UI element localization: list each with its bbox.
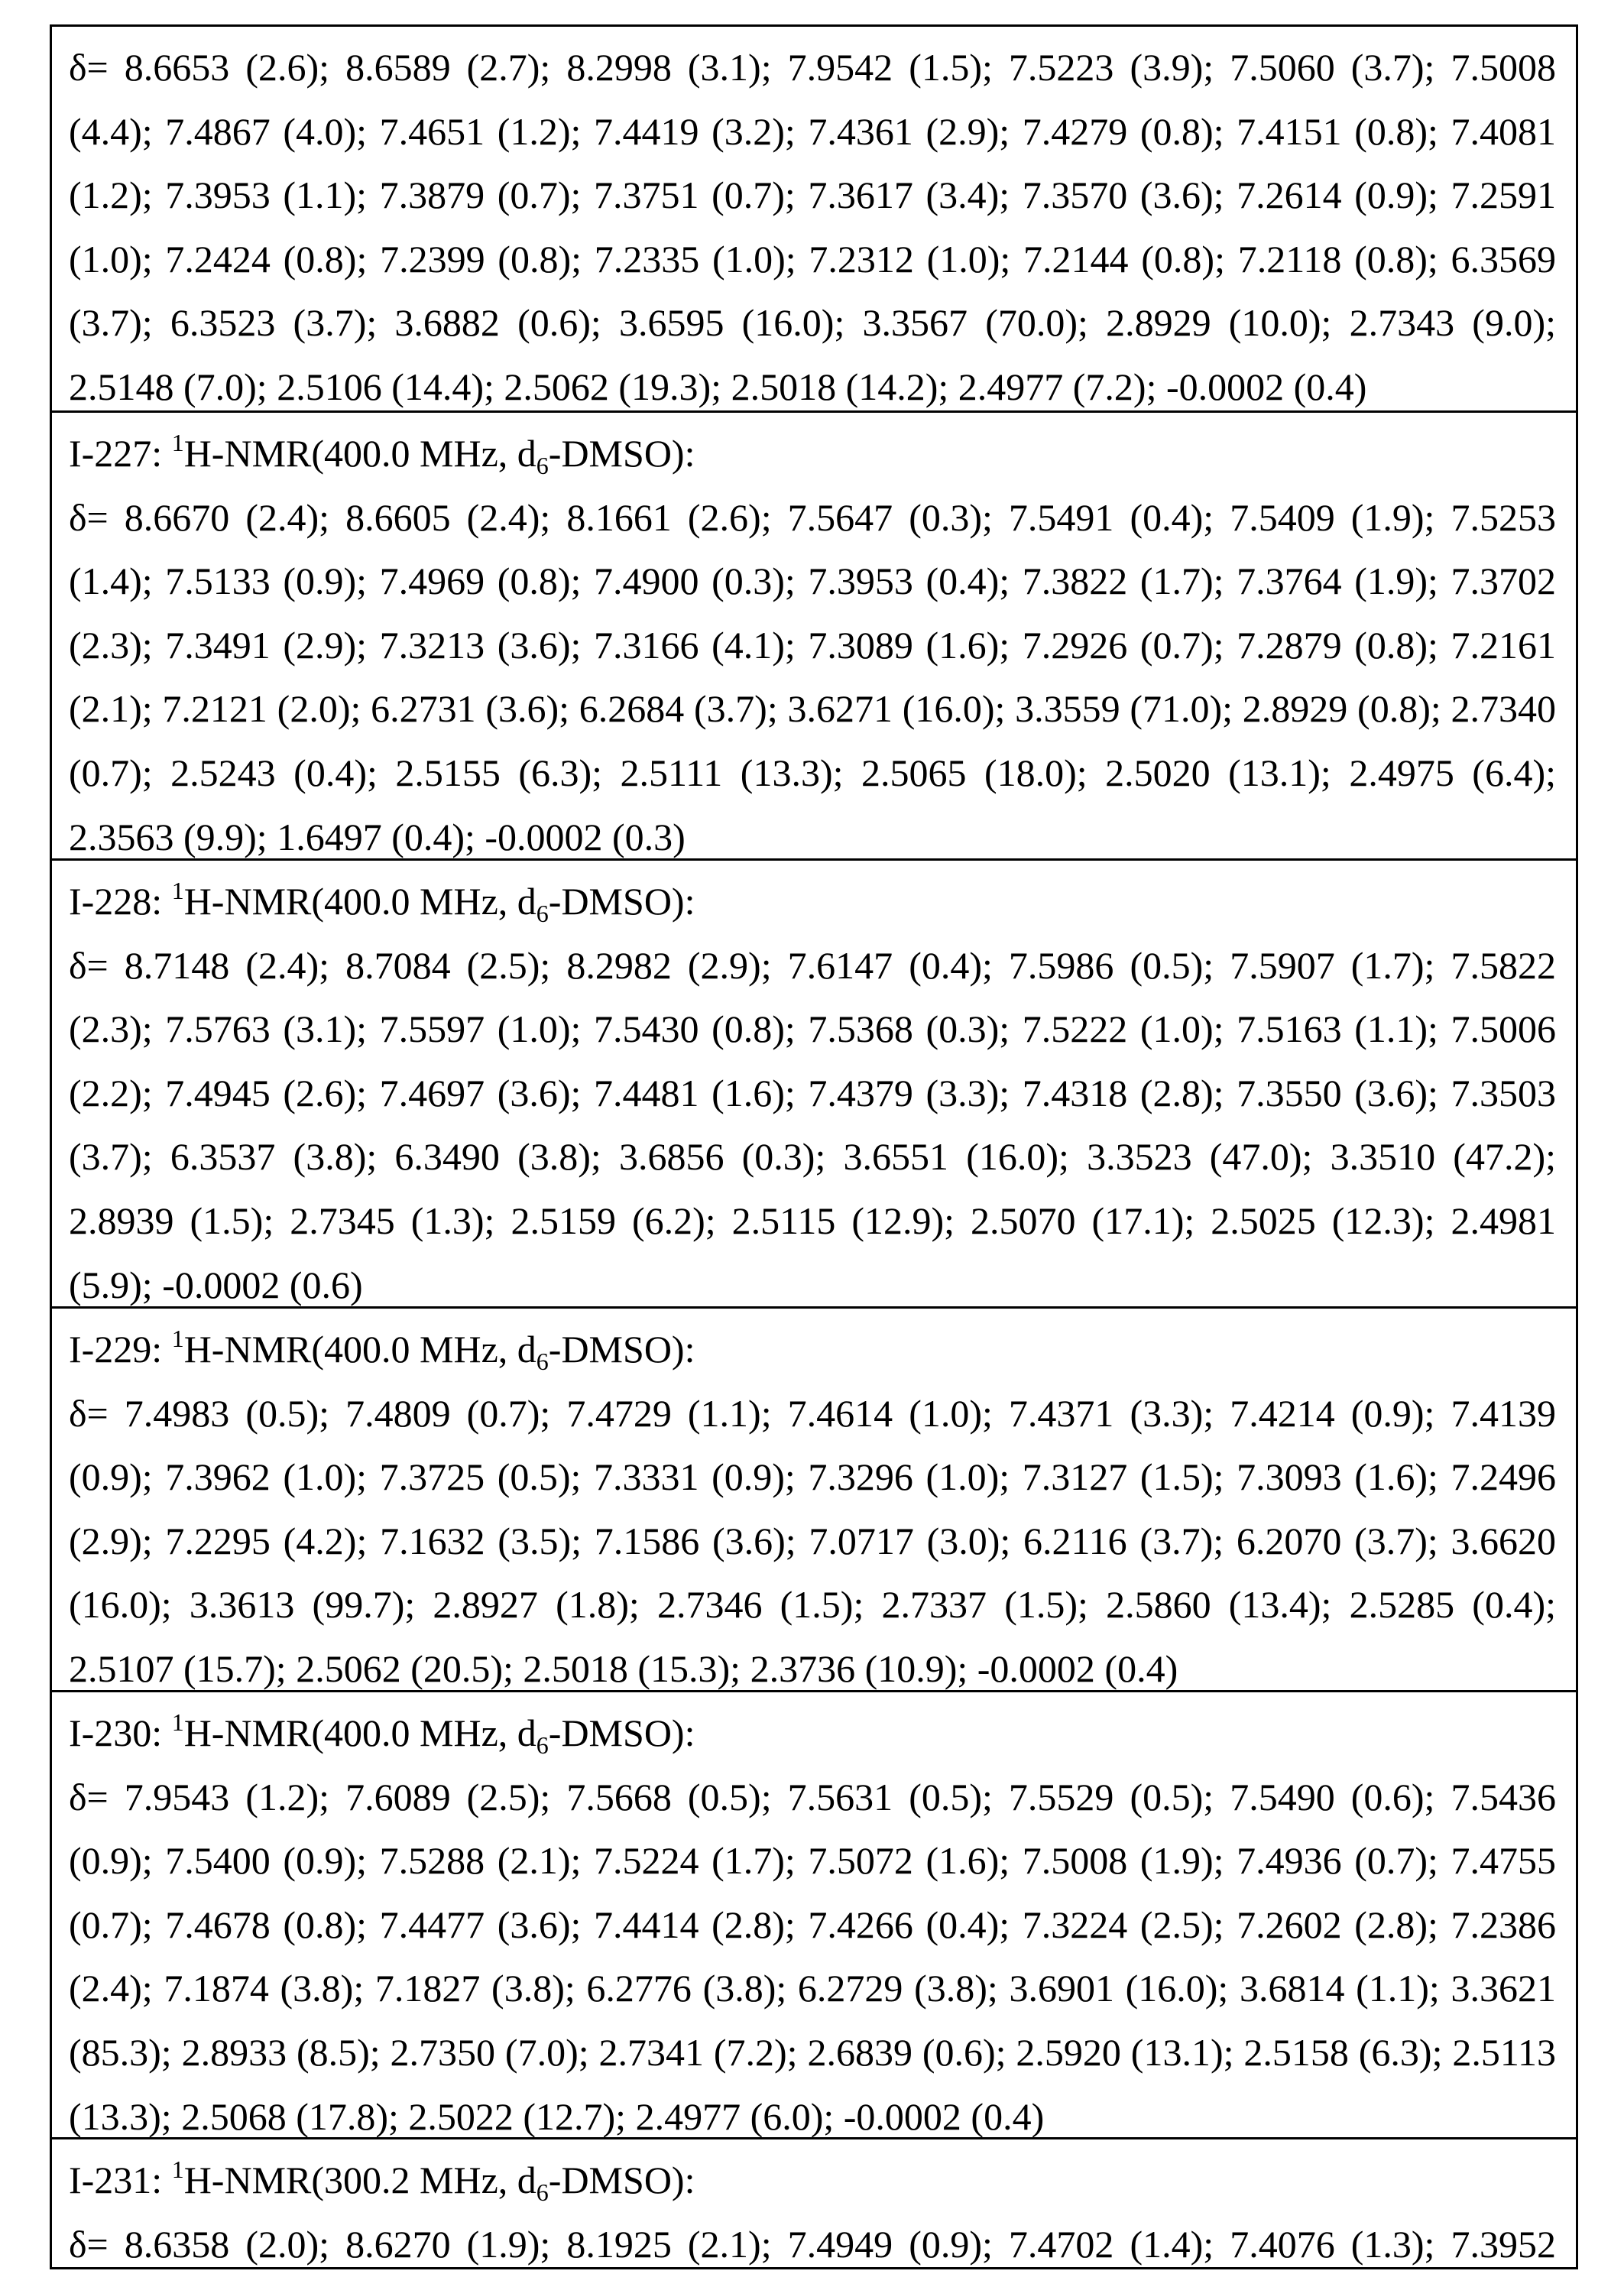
- nmr-entry-i-231: [52, 2137, 1576, 2267]
- solvent-subscript: 6: [536, 2178, 549, 2206]
- nmr-entry-i-228: [52, 858, 1576, 1306]
- solvent-label: -DMSO):: [548, 1711, 695, 1754]
- compound-id: I-231:: [69, 2159, 163, 2201]
- peak-list: δ= 8.6653 (2.6); 8.6589 (2.7); 8.2998 (3.1); 7.9542 (1.5); 7.5223 (3.9); 7.5060 (3.7); 7.5008 (4.4); 7.4867 (4.0); 7.4651 (1.2); 7.4419 (3.2); 7.4361 (2.9); 7.4279 (0.8); 7.4151 (0.8); 7.4081 (1.2); 7.3953 (1.1); 7.3879 (0.7); 7.3751 (0.7); 7.3617 (3.4); 7.3570 (3.6); 7.2614 (0.9); 7.2591 (1.0); 7.2424 (0.8); 7.2399 (0.8); 7.2335 (1.0); 7.2312 (1.0); 7.2144 (0.8); 7.2118 (0.8); 6.3569 (3.7); 6.3523 (3.7); 3.6882 (0.6); 3.6595 (16.0); 3.3567 (70.0); 2.8929 (10.0); 2.7343 (9.0); 2.5148 (7.0); 2.5106 (14.4); 2.5062 (19.3); 2.5018 (14.2); 2.4977 (7.2); -0.0002 (0.4): [69, 46, 1556, 408]
- solvent-label: -DMSO):: [548, 2159, 695, 2201]
- nucleus-superscript: 1: [171, 2156, 184, 2183]
- compound-id: I-228:: [69, 880, 163, 923]
- method-label: H-NMR(300.2 MHz, d: [183, 2159, 536, 2201]
- entry-header: [69, 870, 1556, 934]
- nmr-entry-i-227: [52, 410, 1576, 858]
- nucleus-superscript: 1: [171, 877, 184, 904]
- method-label: H-NMR(400.0 MHz, d: [183, 432, 536, 475]
- compound-id: I-230:: [69, 1711, 163, 1754]
- nmr-entry-i-229: [52, 1306, 1576, 1690]
- nmr-entry-continued: [52, 27, 1576, 410]
- compound-id: I-227:: [69, 432, 163, 475]
- solvent-subscript: 6: [536, 1731, 549, 1759]
- method-label: H-NMR(400.0 MHz, d: [183, 1711, 536, 1754]
- solvent-subscript: 6: [536, 1348, 549, 1375]
- peak-list: δ= 8.6358 (2.0); 8.6270 (1.9); 8.1925 (2.1); 7.4949 (0.9); 7.4702 (1.4); 7.4076 (1.3); 7.3952: [69, 2222, 1556, 2266]
- method-label: H-NMR(400.0 MHz, d: [183, 1328, 536, 1371]
- peak-list: δ= 7.4983 (0.5); 7.4809 (0.7); 7.4729 (1.1); 7.4614 (1.0); 7.4371 (3.3); 7.4214 (0.9); 7.4139 (0.9); 7.3962 (1.0); 7.3725 (0.5); 7.3331 (0.9); 7.3296 (1.0); 7.3127 (1.5); 7.3093 (1.6); 7.2496 (2.9); 7.2295 (4.2); 7.1632 (3.5); 7.1586 (3.6); 7.0717 (3.0); 6.2116 (3.7); 6.2070 (3.7); 3.6620 (16.0); 3.3613 (99.7); 2.8927 (1.8); 2.7346 (1.5); 2.7337 (1.5); 2.5860 (13.4); 2.5285 (0.4); 2.5107 (15.7); 2.5062 (20.5); 2.5018 (15.3); 2.3736 (10.9); -0.0002 (0.4): [69, 1391, 1556, 1690]
- nucleus-superscript: 1: [171, 429, 184, 456]
- peak-list: δ= 7.9543 (1.2); 7.6089 (2.5); 7.5668 (0.5); 7.5631 (0.5); 7.5529 (0.5); 7.5490 (0.6); 7.5436 (0.9); 7.5400 (0.9); 7.5288 (2.1); 7.5224 (1.7); 7.5072 (1.6); 7.5008 (1.9); 7.4936 (0.7); 7.4755 (0.7); 7.4678 (0.8); 7.4477 (3.6); 7.4414 (2.8); 7.4266 (0.4); 7.3224 (2.5); 7.2602 (2.8); 7.2386 (2.4); 7.1874 (3.8); 7.1827 (3.8); 6.2776 (3.8); 6.2729 (3.8); 3.6901 (16.0); 3.6814 (1.1); 3.3621 (85.3); 2.8933 (8.5); 2.7350 (7.0); 2.7341 (7.2); 2.6839 (0.6); 2.5920 (13.1); 2.5158 (6.3); 2.5113 (13.3); 2.5068 (17.8); 2.5022 (12.7); 2.4977 (6.0); -0.0002 (0.4): [69, 1775, 1556, 2137]
- entry-header: [69, 422, 1556, 486]
- peak-list: δ= 8.6670 (2.4); 8.6605 (2.4); 8.1661 (2.6); 7.5647 (0.3); 7.5491 (0.4); 7.5409 (1.9); 7.5253 (1.4); 7.5133 (0.9); 7.4969 (0.8); 7.4900 (0.3); 7.3953 (0.4); 7.3822 (1.7); 7.3764 (1.9); 7.3702 (2.3); 7.3491 (2.9); 7.3213 (3.6); 7.3166 (4.1); 7.3089 (1.6); 7.2926 (0.7); 7.2879 (0.8); 7.2161 (2.1); 7.2121 (2.0); 6.2731 (3.6); 6.2684 (3.7); 3.6271 (16.0); 3.3559 (71.0); 2.8929 (0.8); 2.7340 (0.7); 2.5243 (0.4); 2.5155 (6.3); 2.5111 (13.3); 2.5065 (18.0); 2.5020 (13.1); 2.4975 (6.4); 2.3563 (9.9); 1.6497 (0.4); -0.0002 (0.3): [69, 495, 1556, 858]
- method-label: H-NMR(400.0 MHz, d: [183, 880, 536, 923]
- entry-header: [69, 1318, 1556, 1382]
- nmr-data-table: [50, 24, 1578, 2269]
- solvent-subscript: 6: [536, 452, 549, 479]
- peak-list: δ= 8.7148 (2.4); 8.7084 (2.5); 8.2982 (2.9); 7.6147 (0.4); 7.5986 (0.5); 7.5907 (1.7); 7.5822 (2.3); 7.5763 (3.1); 7.5597 (1.0); 7.5430 (0.8); 7.5368 (0.3); 7.5222 (1.0); 7.5163 (1.1); 7.5006 (2.2); 7.4945 (2.6); 7.4697 (3.6); 7.4481 (1.6); 7.4379 (3.3); 7.4318 (2.8); 7.3550 (3.6); 7.3503 (3.7); 6.3537 (3.8); 6.3490 (3.8); 3.6856 (0.3); 3.6551 (16.0); 3.3523 (47.0); 3.3510 (47.2); 2.8939 (1.5); 2.7345 (1.3); 2.5159 (6.2); 2.5115 (12.9); 2.5070 (17.1); 2.5025 (12.3); 2.4981 (5.9); -0.0002 (0.6): [69, 943, 1556, 1306]
- solvent-label: -DMSO):: [548, 432, 695, 475]
- entry-header: [69, 2149, 1556, 2213]
- solvent-label: -DMSO):: [548, 1328, 695, 1371]
- solvent-label: -DMSO):: [548, 880, 695, 923]
- entry-header: [69, 1701, 1556, 1766]
- nucleus-superscript: 1: [171, 1325, 184, 1352]
- compound-id: I-229:: [69, 1328, 163, 1371]
- nucleus-superscript: 1: [171, 1708, 184, 1736]
- solvent-subscript: 6: [536, 900, 549, 927]
- nmr-entry-i-230: [52, 1690, 1576, 2137]
